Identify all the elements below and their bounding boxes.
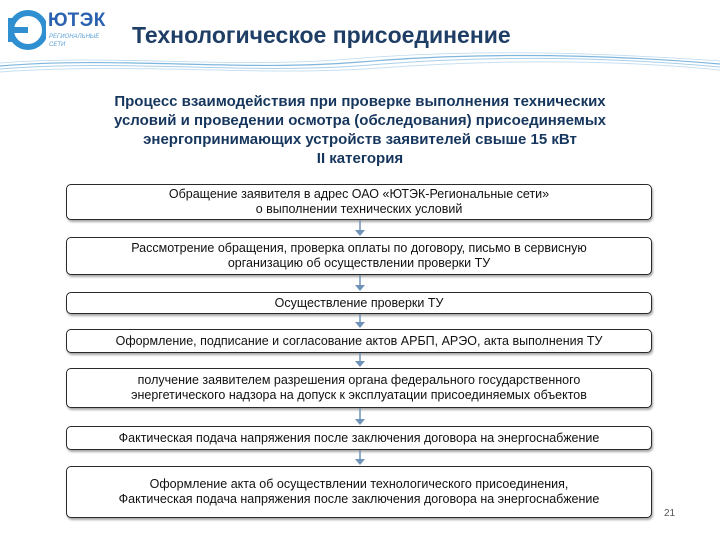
subtitle-line: Процесс взаимодействия при проверке выполнения технических bbox=[114, 93, 606, 110]
flow-step-7 bbox=[66, 466, 652, 518]
flow-arrow-icon bbox=[354, 353, 366, 368]
step-text-line: Рассмотрение обращения, проверка оплаты по договору, письмо в сервисную bbox=[131, 241, 587, 255]
step-text-line: Оформление, подписание и согласование актов АРБП, АРЭО, акта выполнения ТУ bbox=[115, 333, 603, 348]
step-text-line: Фактическая подача напряжения после заключения договора на энергоснабжение bbox=[118, 492, 600, 506]
subtitle-line: II категория bbox=[316, 150, 404, 167]
logo-emblem-icon bbox=[8, 10, 46, 50]
flow-arrow-icon bbox=[354, 220, 366, 237]
step-text-line: Осуществление проверки ТУ bbox=[274, 295, 444, 310]
flow-step-6 bbox=[66, 426, 652, 450]
process-subtitle bbox=[40, 92, 680, 168]
step-text-line: о выполнении технических условий bbox=[255, 202, 463, 216]
step-text-line: получение заявителем разрешения органа федерального государственного bbox=[137, 373, 581, 387]
logo-brand-text: ЮТЭК bbox=[48, 10, 106, 31]
step-text-line: Обращение заявителя в адрес ОАО «ЮТЭК-Региональные сети» bbox=[168, 187, 550, 201]
page-title: Технологическое присоединение bbox=[132, 22, 511, 48]
flow-arrow-icon bbox=[354, 314, 366, 329]
step-text-line: Фактическая подача напряжения после заключения договора на энергоснабжение bbox=[118, 430, 600, 445]
flow-step-1 bbox=[66, 184, 652, 220]
flow-arrow-icon bbox=[354, 408, 366, 426]
subtitle-line: условий и проведении осмотра (обследования) присоединяемых bbox=[113, 112, 607, 129]
header-wave-decoration bbox=[0, 48, 720, 76]
flow-step-5 bbox=[66, 368, 652, 408]
step-text-line: Оформление акта об осуществлении технологического присоединения, bbox=[149, 477, 569, 491]
flow-arrow-icon bbox=[354, 450, 366, 466]
header bbox=[0, 0, 720, 75]
step-text-line: энергетического надзора на допуск к эксплуатации присоединяемых объектов bbox=[131, 388, 587, 402]
subtitle-line: энергопринимающих устройств заявителей свыше 15 кВт bbox=[143, 131, 577, 148]
flow-arrow-icon bbox=[354, 275, 366, 292]
flow-step-3 bbox=[66, 292, 652, 314]
flow-step-4 bbox=[66, 329, 652, 353]
page-number: 21 bbox=[664, 508, 676, 519]
step-text-line: организацию об осуществлении проверки ТУ bbox=[227, 256, 491, 270]
logo-subtitle-line1: РЕГИОНАЛЬНЫЕ bbox=[49, 34, 100, 40]
flow-step-2 bbox=[66, 237, 652, 275]
logo-subtitle-line2: СЕТИ bbox=[49, 42, 66, 48]
